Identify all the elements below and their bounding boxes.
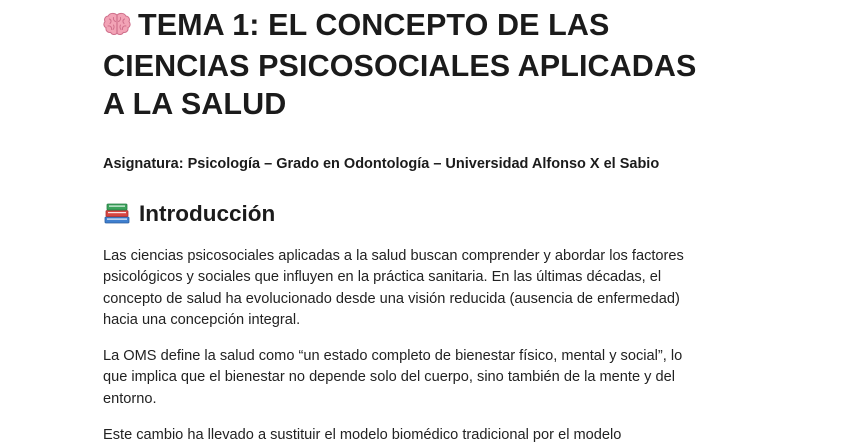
title-line-2: CIENCIAS PSICOSOCIALES APLICADAS: [103, 49, 697, 83]
paragraph-1-line-3: concepto de salud ha evolucionado desde una visión reducida (ausencia de enfermedad): [103, 290, 680, 307]
paragraph-1-line-1: Las ciencias psicosociales aplicadas a la salud buscan comprender y abordar los factores: [103, 248, 684, 264]
paragraph-2: [103, 346, 753, 410]
title-line-3: A LA SALUD: [103, 87, 287, 121]
brain-icon: [103, 9, 131, 47]
title-line-1: TEMA 1: EL CONCEPTO DE LAS: [138, 8, 610, 42]
section-heading-label: Introducción: [139, 201, 276, 226]
section-heading: [103, 200, 275, 232]
course-subtitle: Asignatura: Psicología – Grado en Odontología – Universidad Alfonso X el Sabio: [103, 156, 660, 172]
paragraph-3-line-1: Este cambio ha llevado a sustituir el modelo biomédico tradicional por el modelo: [103, 427, 622, 443]
paragraph-1: [103, 246, 753, 331]
paragraph-1-line-2: psicológicos y sociales que influyen en la práctica sanitaria. En las últimas décadas, el: [103, 269, 662, 286]
books-icon: [103, 201, 131, 232]
paragraph-2-line-1: La OMS define la salud como “un estado completo de bienestar físico, mental y social”, lo: [103, 348, 683, 364]
paragraph-1-line-4: hacia una concepción integral.: [103, 311, 301, 328]
paragraph-2-line-3: entorno.: [103, 390, 157, 407]
paragraph-3: [103, 425, 753, 445]
paragraph-2-line-2: que implica que el bienestar no depende solo del cuerpo, sino también de la mente y del: [103, 369, 675, 386]
page-title: [103, 6, 763, 123]
